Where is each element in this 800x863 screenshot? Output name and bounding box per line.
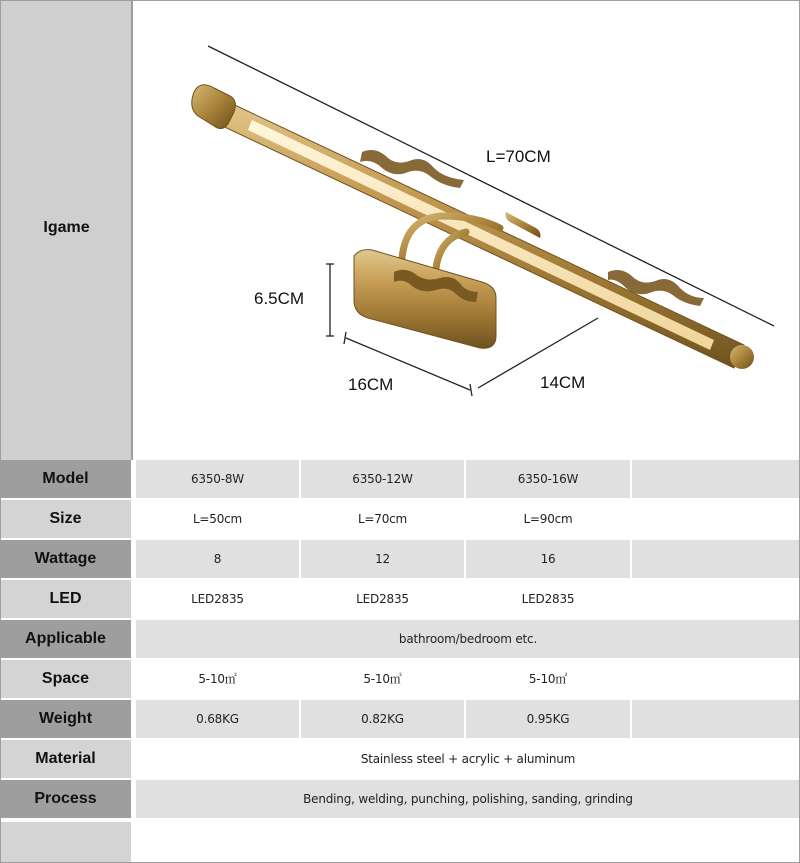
table-cell <box>632 580 800 618</box>
table-cell-span: Bending, welding, punching, polishing, sanding, grinding <box>136 780 800 818</box>
row-label: Size <box>0 500 131 538</box>
row-label: Applicable <box>0 620 131 658</box>
table-cell <box>632 540 800 578</box>
row-label: Weight <box>0 700 131 738</box>
table-cell: L=50cm <box>136 500 299 538</box>
empty-row-label <box>0 822 131 863</box>
table-cell: 5-10㎡ <box>466 660 630 698</box>
length-dimension-line <box>208 46 774 326</box>
lamp-product-illustration <box>134 0 800 460</box>
product-image-area <box>134 0 800 460</box>
table-cell: 5-10㎡ <box>136 660 299 698</box>
table-cell: LED2835 <box>301 580 464 618</box>
table-cell: 16 <box>466 540 630 578</box>
table-cell-span: Stainless steel + acrylic + aluminum <box>136 740 800 778</box>
lamp-head <box>354 250 496 349</box>
height-label: 6.5CM <box>254 289 305 308</box>
table-row-size <box>0 500 800 540</box>
table-cell: 6350-16W <box>466 460 630 498</box>
table-row-wattage <box>0 540 800 580</box>
table-row-process <box>0 780 800 820</box>
width-label: 16CM <box>348 375 394 394</box>
table-row-model <box>0 460 800 500</box>
length-label: L=70CM <box>486 147 551 166</box>
depth-label: 14CM <box>540 373 586 392</box>
table-cell <box>632 660 800 698</box>
table-row-space <box>0 660 800 700</box>
table-cell: 0.68KG <box>136 700 299 738</box>
table-cell: LED2835 <box>136 580 299 618</box>
table-cell <box>632 700 800 738</box>
image-row-label: Igame <box>43 219 90 236</box>
table-cell: L=70cm <box>301 500 464 538</box>
table-cell <box>632 500 800 538</box>
table-cell <box>632 460 800 498</box>
table-row-led <box>0 580 800 620</box>
row-label: Model <box>0 460 131 498</box>
empty-row-cell <box>136 822 800 863</box>
table-row-applicable <box>0 620 800 660</box>
table-row-weight <box>0 700 800 740</box>
row-label: Process <box>0 780 131 818</box>
row-label: Material <box>0 740 131 778</box>
row-label: Wattage <box>0 540 131 578</box>
table-row-material <box>0 740 800 780</box>
row-label: Space <box>0 660 131 698</box>
table-cell: L=90cm <box>466 500 630 538</box>
table-cell: 12 <box>301 540 464 578</box>
table-cell: LED2835 <box>466 580 630 618</box>
row-label: LED <box>0 580 131 618</box>
table-cell: 6350-12W <box>301 460 464 498</box>
table-cell: 6350-8W <box>136 460 299 498</box>
table-cell: 5-10㎡ <box>301 660 464 698</box>
table-cell: 0.95KG <box>466 700 630 738</box>
table-cell-span: bathroom/bedroom etc. <box>136 620 800 658</box>
table-cell: 8 <box>136 540 299 578</box>
table-cell: 0.82KG <box>301 700 464 738</box>
